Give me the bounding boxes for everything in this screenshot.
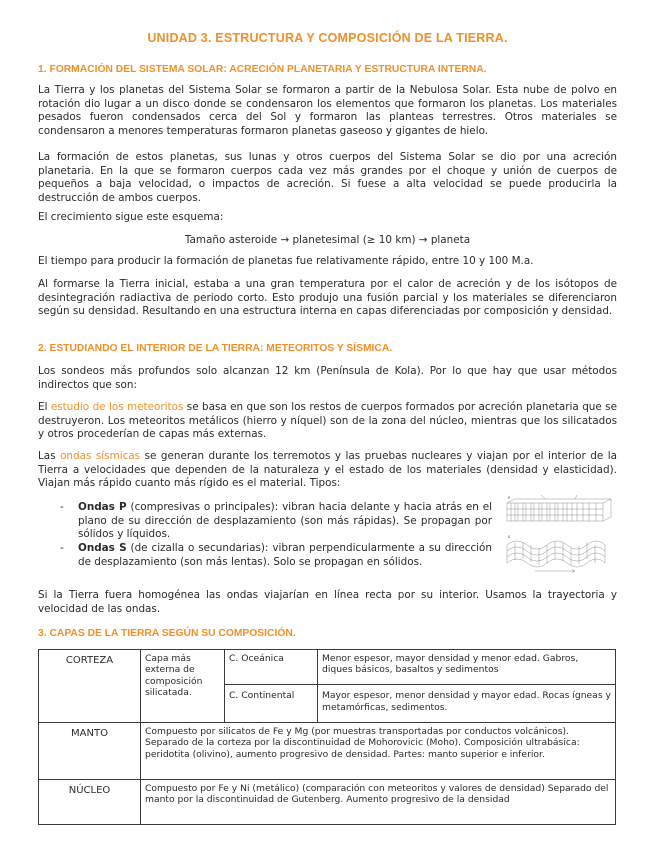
table-row <box>39 723 616 780</box>
seismic-waves-link[interactable]: ondas sísmicas <box>60 450 141 462</box>
seismic-waves-diagram <box>505 493 617 577</box>
meteorites-link[interactable]: estudio de los meteoritos <box>50 401 184 413</box>
list-item-s-waves <box>78 542 492 569</box>
s2-p3-post: se generan durante los terremotos y las pruebas nucleares y viajan por el interior de la Tierra a velocidades que dependen de la naturaleza y el estado de los materiales (densidad y elasticidad). Viajan más rápido cuanto más rígido es el material. Tipos: <box>38 450 617 490</box>
s2-p3-pre: Las <box>38 450 61 462</box>
section-1-heading: 1. FORMACIÓN DEL SISTEMA SOLAR: ACRECIÓN PLANETARIA Y ESTRUCTURA INTERNA. <box>38 64 487 75</box>
page-title: UNIDAD 3. ESTRUCTURA Y COMPOSICIÓN DE LA TIERRA. <box>147 31 508 45</box>
oceanica-label: C. Oceánica <box>225 650 318 685</box>
continental-label: C. Continental <box>225 685 318 723</box>
s2-paragraph-3 <box>38 450 617 491</box>
s2-paragraph-1: Los sondeos más profundos solo alcanzan 12 km (Península de Kola). Por lo que hay que usar métodos indirectos que son: <box>38 365 617 391</box>
table-row <box>39 650 616 685</box>
corteza-label: CORTEZA <box>39 650 141 723</box>
manto-desc: Compuesto por silicatos de Fe y Mg (por muestras transportadas por conductos volcánicos). Separado de la corteza por la discontinuidad de Mohorovicic (Moho). Composición ultrabásica: peridotita (olivino), aumento progresivo de densidad. Partes: manto superior e inferior. <box>141 723 616 780</box>
s-waves-term: Ondas S <box>78 542 127 554</box>
svg-text:S: S <box>508 535 511 539</box>
s2-p2-post: se basa en que son los restos de cuerpos formados por acreción planetaria que se destruyeron. Los meteoritos metálicos (hierro y níquel) son de la zona del núcleo, mientras que los silicatados y otros procederían de capas más externas. <box>38 401 617 441</box>
list-item-p-waves <box>78 501 492 542</box>
s-waves-desc: (de cizalla o secundarias): vibran perpendicularmente a su dirección de desplazamiento (son más lentas). Solo se propagan en sólidos. <box>78 542 492 568</box>
nucleo-label: NÚCLEO <box>39 780 141 825</box>
s1-paragraph-2: La formación de estos planetas, sus lunas y otros cuerpos del Sistema Solar se dio por una acreción planetaria. En la que se formaron cuerpos cada vez más grandes por el choque y unión de cuerpos de pequeños a baja velocidad, o impactos de acreción. Si fuese a alta velocidad se puede producirla la destrucción de ambos cuerpos. <box>38 151 617 204</box>
s1-paragraph-5: Al formarse la Tierra inicial, estaba a una gran temperatura por el calor de acreción y de los isótopos de desintegración radiactiva de periodo corto. Esto produjo una fusión parcial y los materiales se diferenciaron según su densidad. Resultando en una estructura interna en capas diferenciadas por composición y densidad. <box>38 278 617 318</box>
bullet-marker: - <box>60 542 64 554</box>
continental-desc: Mayor espesor, menor densidad y mayor edad. Rocas ígneas y metamórficas, sedimentos. <box>318 685 616 723</box>
p-waves-term: Ondas P <box>78 501 127 513</box>
growth-scheme: Tamaño asteroide → planetesimal (≥ 10 km) → planeta <box>184 234 471 246</box>
s2-paragraph-2 <box>38 401 617 442</box>
s2-paragraph-4: Si la Tierra fuera homogénea las ondas viajarían en línea recta por su interior. Usamos la trayectoria y velocidad de las ondas. <box>38 589 617 615</box>
bullet-marker: - <box>60 501 64 513</box>
earth-layers-table <box>38 649 616 825</box>
corteza-desc: Capa más externa de composición silicatada. <box>141 650 225 723</box>
s1-paragraph-1: La Tierra y los planetas del Sistema Solar se formaron a partir de la Nebulosa Solar. Esta nube de polvo en rotación dio lugar a un disco donde se condensaron los elementos que formaron los planetas. Los materiales pesados fueron condensados cerca del Sol y formaron las planteas terrestres. Otros materiales se condensaron a menores temperaturas formaron planetas gaseoso y gigantes de hielo. <box>38 84 617 137</box>
section-2-heading: 2. ESTUDIANDO EL INTERIOR DE LA TIERRA: METEORITOS Y SÍSMICA. <box>38 343 393 354</box>
svg-text:P: P <box>508 496 511 500</box>
nucleo-desc: Compuesto por Fe y Ni (metálico) (comparación con meteoritos y valores de densidad) Separado del manto por la discontinuidad de Gutenberg. Aumento progresivo de la densidad <box>141 780 616 825</box>
manto-label: MANTO <box>39 723 141 780</box>
s2-p2-pre: El <box>38 401 51 413</box>
s1-paragraph-3: El crecimiento sigue este esquema: <box>38 211 224 223</box>
table-row <box>39 780 616 825</box>
s1-paragraph-4: El tiempo para producir la formación de planetas fue relativamente rápido, entre 10 y 100 M.a. <box>38 255 534 267</box>
p-waves-desc: (compresivas o principales): vibran hacia delante y hacia atrás en el plano de su dirección de desplazamiento (son más rápidas). Se propagan por sólidos y líquidos. <box>78 501 492 541</box>
oceanica-desc: Menor espesor, mayor densidad y menor edad. Gabros, diques básicos, basaltos y sedimentos <box>318 650 616 685</box>
section-3-heading: 3. CAPAS DE LA TIERRA SEGÚN SU COMPOSICIÓN. <box>38 628 296 639</box>
